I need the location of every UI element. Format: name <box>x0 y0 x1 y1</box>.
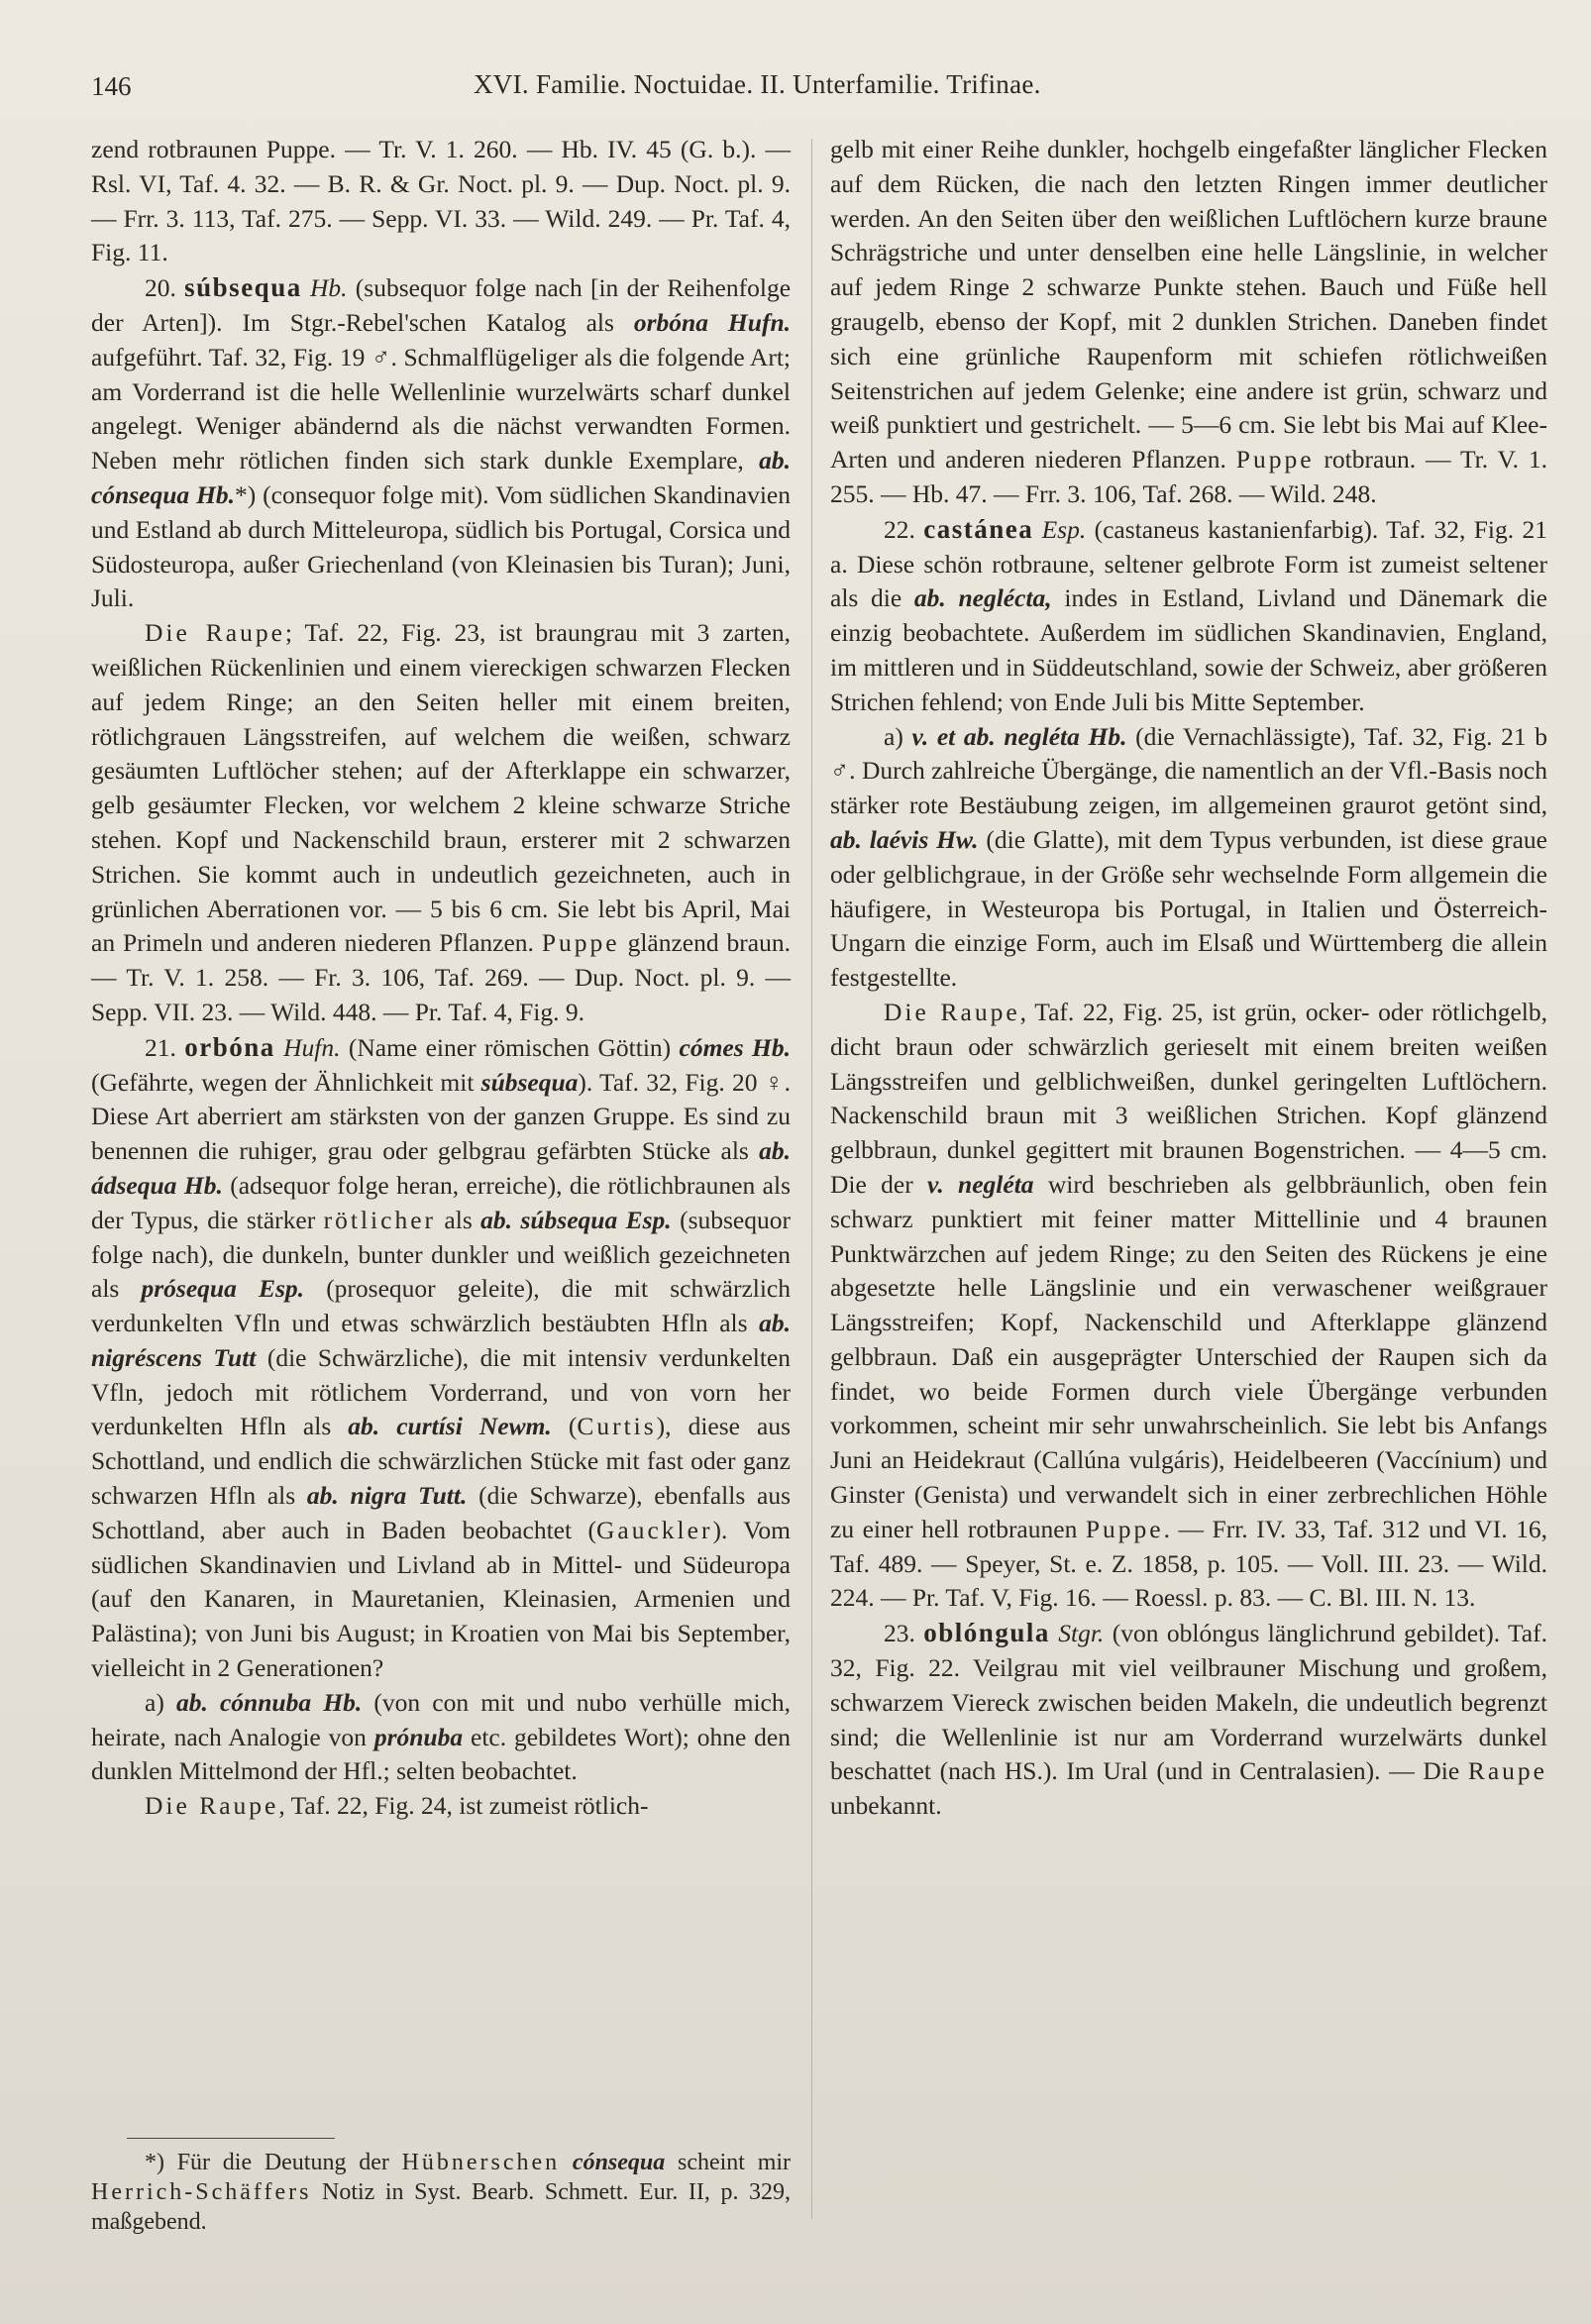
paragraph-continuation: zend rotbraunen Puppe. — Tr. V. 1. 260. — Hb. IV. 45 (G. b.). — Rsl. VI, Taf. 4. 32. — B. R. & Gr. Noct. pl. 9. — Dup. Noct. pl. 9. — Frr. 3. 113, Taf. 275. — Sepp. VI. 33. — Wild. 249. — Pr. Taf. 4, Fig. 11. <box>91 135 791 267</box>
species-entry-orbona <box>91 1030 791 1686</box>
left-column <box>91 133 791 1824</box>
italic-term: prósequa Esp. <box>141 1274 305 1304</box>
column-divider <box>811 139 812 2219</box>
text-run: unbekannt. <box>830 1791 942 1821</box>
text-run: als <box>436 1205 481 1234</box>
text-run: scheint mir <box>665 2150 792 2175</box>
species-number: 23. <box>884 1619 915 1648</box>
text-run: , Taf. 22, Fig. 24, ist zumeist rötlich- <box>278 1791 649 1821</box>
species-number: 22. <box>884 514 915 544</box>
page-number: 146 <box>91 71 132 101</box>
larva-paragraph <box>91 616 791 1030</box>
spaced-term: Gauckler <box>596 1515 713 1544</box>
text-run: wird beschrieben als gelbbräunlich, oben fein schwarz punktiert mit feiner matter Mittellinie und 4 braunen Punktwärzchen auf jedem Ringe; zu den Seiten des Rückens je eine abgesetzte helle Längslinie und ein verwaschener weißgrauer Längsstreifen; Kopf, Nackenschild und Afterklappe glänzend gelbbraun. Daß ein ausgeprägter Unterschied der Raupen sich da findet, wo beide Formen durch viele Übergänge verbunden vorkommen, scheint mir sehr unwahrscheinlich. Sie lebt bis Anfangs Juni an Heidekraut (Callúna vulgáris), Heidelbeeren (Vaccínium) und Ginster (Genista) und verwandelt sich in einer zerbrechlichen Höhle zu einer hell rotbraunen <box>830 1169 1547 1543</box>
text-run: , Taf. 22, Fig. 25, ist grün, ocker- oder rötlichgelb, dicht braun oder schwärzlich gerieselt mit einem breiten weißen Längsstreifen und gelblichweißen, dunkel geringelten Luftlöchern. Nackenschild braun mit 3 weißlichen Strichen. Kopf glänzend gelbbraun, dunkel gegittert mit braunen Bogenstrichen. — 4—5 cm. Die der <box>830 997 1547 1199</box>
variety-paragraph <box>91 1686 791 1789</box>
species-entry-oblongula <box>830 1616 1547 1824</box>
text-run: (die Schwarze), ebenfalls aus Schottland, aber auch in Baden beobachtet ( <box>91 1481 791 1544</box>
text-run: (Name einer römischen Göttin) <box>340 1032 680 1062</box>
spaced-term: rötlicher <box>323 1205 436 1234</box>
spaced-term: Die Raupe <box>145 1791 279 1821</box>
italic-term: ab. nigra Tutt. <box>306 1481 468 1511</box>
italic-term: ab. cónsequa Hb. <box>91 446 791 509</box>
text-run: etc. gebildetes Wort); ohne den dunklen Mittelmond der Hfl.; selten beobachtet. <box>91 1722 791 1786</box>
spaced-term: Puppe <box>1085 1514 1164 1543</box>
species-author: Stgr. <box>1058 1619 1105 1648</box>
species-author: Esp. <box>1041 514 1087 544</box>
spaced-term: Curtis <box>577 1412 657 1441</box>
paragraph-continuation <box>830 133 1547 512</box>
spaced-term: Puppe <box>1235 445 1315 475</box>
italic-term: ab. curtísi Newm. <box>348 1412 552 1441</box>
text-run: (subsequor folge nach [in der Reihenfolge der Arten]). Im Stgr.-Rebel'schen Katalog als <box>91 273 792 337</box>
footnote <box>91 2148 791 2237</box>
italic-term: v. negléta <box>927 1169 1034 1199</box>
text-run: ; Taf. 22, Fig. 23, ist braungrau mit 3 zarten, weißlichen Rückenlinien und einem viereckigen schwarzen Flecken auf jedem Ringe; an den Seiten heller mit einem breiten, rötlichgrauen Längsstreifen, auf welchem die weißen, schwarz gesäumten Luftlöcher stehen; auf der Afterklappe ein schwarzer, gelb gesäumter Flecken, vor welchem 2 kleine schwarze Striche stehen. Kopf und Nackenschild braun, ersterer mit 2 schwarzen Strichen. Sie kommt auch in undeutlich gezeichneten, auch in grünlichen Aberrationen vor. — 5 bis 6 cm. Sie lebt bis April, Mai an Primeln und anderen niederen Pflanzen. <box>91 618 791 958</box>
species-name: oblóngula <box>923 1618 1050 1648</box>
text-run: indes in Estland, Livland und Dänemark die einzig beobachtete. Außerdem im südlichen Skandinavien, England, im mittleren und in Süddeutschland, sowie der Schweiz, aber größeren Strichen fehlend; von Ende Juli bis Mitte September. <box>830 583 1548 716</box>
text-run: (prosequor geleite), die mit schwärzlich verdunkelten Vfln und etwas schwärzlich bestäubten Hfln als <box>91 1274 792 1338</box>
text-run: ( <box>551 1412 578 1441</box>
italic-term: ab. ádsequa Hb. <box>91 1136 791 1200</box>
right-column <box>830 133 1547 1824</box>
species-name: súbsequa <box>184 272 302 303</box>
italic-term: ab. cónnuba Hb. <box>175 1687 363 1717</box>
spaced-term: Herrich-Schäffers <box>91 2179 312 2205</box>
text-run: *) (consequor folge mit). Vom südlichen Skandinavien und Estland ab durch Mitteleuropa, südlich bis Portugal, Corsica und Südosteuropa, außer Griechenland (von Kleinasien bis Turan); Juni, Juli. <box>91 479 791 613</box>
text-run: (die Glatte), mit dem Typus verbunden, ist diese graue oder gelblichgraue, in der Größe sehr wechselnde Form allgemein die häufigere, in Westeuropa bis Portugal, in Italien und Österreich-Ungarn die einzige Form, auch im Elsaß und Württemberg die allein festgestellte. <box>830 824 1547 993</box>
text-run: gelb mit einer Reihe dunkler, hochgelb eingefaßter länglicher Flecken auf dem Rücken, die nach den letzten Ringen immer deutlicher werden. An den Seiten über den weißlichen Luftlöchern kurze braune Schrägstriche und unter denselben eine helle Längslinie, in welcher auf jedem Ringe 2 schwarze Punkte stehen. Bauch und Füße hell graugelb, ebenso der Kopf, mit 2 dunklen Strichen. Daneben findet sich eine grünliche Raupenform mit schiefen rötlichweißen Seitenstrichen auf jedem Gelenke; eine andere ist grün, schwarz und weiß punktiert und gestrichelt. — 5—6 cm. Sie lebt bis Mai auf Klee-Arten und anderen niederen Pflanzen. <box>830 135 1547 475</box>
italic-term: cónsequa <box>572 2150 666 2175</box>
species-author: Hufn. <box>283 1032 341 1062</box>
species-entry-castanea <box>830 512 1547 720</box>
footnote-text <box>91 2148 791 2237</box>
text-run: *) Für die Deutung der <box>145 2150 402 2175</box>
text-run: (castaneus kastanienfarbig). Taf. 32, Fig. 21 a. Diese schön rotbraune, seltener gelbrote Form ist zumeist seltener als die <box>830 514 1547 613</box>
species-name: orbóna <box>184 1031 275 1062</box>
italic-term: ab. laévis Hw. <box>830 824 979 854</box>
italic-term: prónuba <box>373 1722 464 1751</box>
text-run: . — Frr. IV. 33, Taf. 312 und VI. 16, Taf. 489. — Speyer, St. e. Z. 1858, p. 105. — Voll. III. 23. — Wild. 224. — Pr. Taf. V, Fig. 16. — Roessl. p. 83. — C. Bl. III. N. 13. <box>830 1514 1547 1613</box>
italic-term: orbóna Hufn. <box>633 307 791 337</box>
italic-term: súbsequa <box>480 1067 579 1097</box>
italic-term: cómes Hb. <box>679 1032 791 1062</box>
text-run: (von oblóngus länglichrund gebildet). Taf. 32, Fig. 22. Veilgrau mit viel veilbrauner Mischung und großem, schwarzem Viereck zwischen beiden Makeln, die undeutlich begrenzt sind; die Wellenlinie ist nur am Vorderrand wurzelwärts dunkel beschattet (nach HS.). Im Ural (und in Centralasien). — Die <box>830 1619 1547 1786</box>
italic-term: ab. súbsequa Esp. <box>480 1205 672 1234</box>
spaced-term: Hübnerschen <box>401 2150 561 2175</box>
species-number: 21. <box>145 1032 176 1062</box>
larva-paragraph <box>91 1789 791 1824</box>
text-run: (adsequor folge heran, erreiche), die rötlichbraunen als der Typus, die stärker <box>91 1170 791 1234</box>
text-run: (Gefährte, wegen der Ähnlichkeit mit <box>91 1067 481 1097</box>
species-author: Hb. <box>309 273 348 303</box>
variety-paragraph <box>830 720 1547 996</box>
text-run: (die Vernachlässigte), Taf. 32, Fig. 21 b ♂. Durch zahlreiche Übergänge, die namentlich an der Vfl.-Basis noch stärker rote Bestäubung zeigen, im allgemeinen graurot getönt sind, <box>830 721 1547 820</box>
text-run <box>560 2150 573 2175</box>
text-run: a) <box>145 1687 176 1717</box>
footnote-rule <box>127 2138 335 2139</box>
text-run: rotbraun. — Tr. V. 1. 255. — Hb. 47. — Frr. 3. 106, Taf. 268. — Wild. 248. <box>830 445 1548 508</box>
text-run: a) <box>884 721 912 751</box>
text-run: ), diese aus Schottland, und endlich die schwärzlichen Stücke mit fast oder ganz schwarzen Hfln als <box>91 1412 791 1511</box>
italic-term: ab. nigréscens Tutt <box>91 1309 791 1372</box>
text-run: (subsequor folge nach), die dunkeln, bunter dunkler und weißlich gezeichneten als <box>91 1205 791 1304</box>
text-run: Notiz in Syst. Bearb. Schmett. Eur. II, p. 329, maßgebend. <box>91 2179 791 2235</box>
spaced-term: Die Raupe <box>145 618 285 648</box>
species-entry-subsequa <box>91 270 791 616</box>
spaced-term: Raupe <box>1467 1756 1547 1786</box>
larva-paragraph <box>830 996 1547 1616</box>
species-name: castánea <box>923 513 1034 544</box>
text-run: (die Schwärzliche), die mit intensiv verdunkelten Vfln, jedoch mit rötlichem Vorderrand, und von vorn her verdunkelten Hfln als <box>91 1342 791 1441</box>
text-run: ). Taf. 32, Fig. 20 ♀. Diese Art aberriert am stärksten von der ganzen Gruppe. Es sind zu benennen die ruhiger, grau oder gelbgrau gefärbten Stücke als <box>91 1067 791 1166</box>
spaced-term: Puppe <box>541 928 620 958</box>
spaced-term: Die Raupe <box>884 997 1020 1026</box>
text-run: (von con mit und nubo verhülle mich, heirate, nach Analogie von <box>91 1687 791 1751</box>
text-run: ). Vom südlichen Skandinavien und Livland ab in Mittel- und Südeuropa (auf den Kanaren, in Mauretanien, Kleinasien, Armenien und Palästina); von Juni bis August; in Kroatien von Mai bis September, vielleicht in 2 Generationen? <box>91 1515 792 1683</box>
text-run: glänzend braun. — Tr. V. 1. 258. — Fr. 3. 106, Taf. 269. — Dup. Noct. pl. 9. — Sepp. VII. 23. — Wild. 448. — Pr. Taf. 4, Fig. 9. <box>91 928 791 1026</box>
running-head: XVI. Familie. Noctuidae. II. Unterfamilie. Trifinae. <box>474 69 1041 99</box>
italic-term: v. et ab. negléta Hb. <box>911 721 1127 751</box>
species-number: 20. <box>145 273 176 303</box>
italic-term: ab. neglécta, <box>913 583 1052 613</box>
text-run: aufgeführt. Taf. 32, Fig. 19 ♂. Schmalflügeliger als die folgende Art; am Vorderrand ist die helle Wellenlinie wurzelwärts scharf dunkel angelegt. Weniger abändernd als die nächst verwandten Formen. Neben mehr rötlichen finden sich stark dunkle Exemplare, <box>91 342 791 475</box>
